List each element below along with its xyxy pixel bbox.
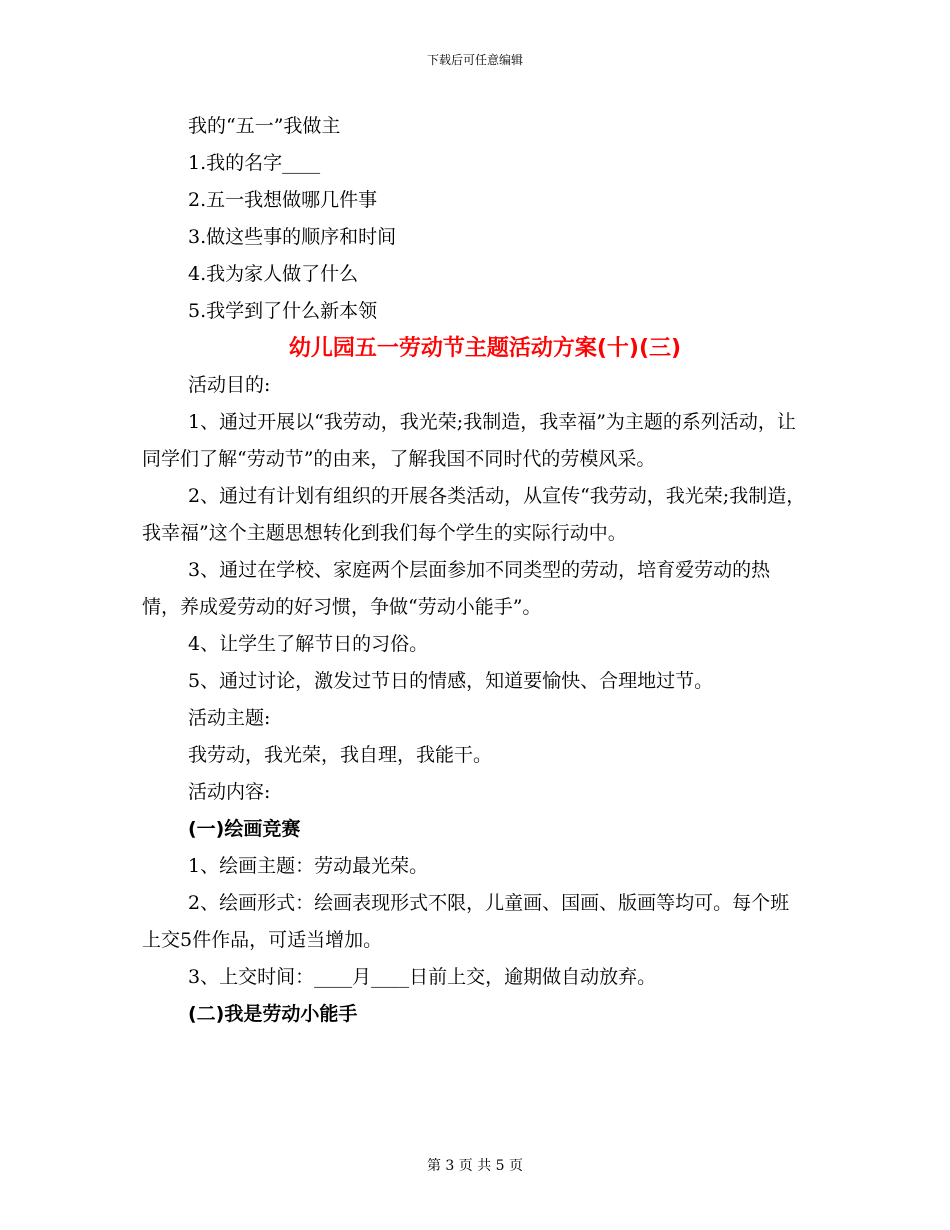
list-item: 3.做这些事的顺序和时间 [188,226,397,248]
purpose-heading: 活动目的: [188,374,271,396]
document-title: 幼儿园五一劳动节主题活动方案(十)(三) [288,336,682,361]
list-item: 2.五一我想做哪几件事 [188,189,378,211]
theme-heading: 活动主题: [188,707,271,729]
purpose-point: 1、通过开展以“我劳动，我光荣;我制造，我幸福”为主题的系列活动，让同学们了解“劳动节”的由来，了解我国不同时代的劳模风采。 [142,411,796,470]
part1-item: 3、上交时间：____月____日前上交，逾期做自动放弃。 [188,966,657,988]
section-heading: 我的“五一”我做主 [188,115,341,137]
part2-title: (二)我是劳动小能手 [188,1003,358,1025]
part1-item: 1、绘画主题：劳动最光荣。 [188,855,429,877]
part1-item: 2、绘画形式：绘画表现形式不限，儿童画、国画、版画等均可。每个班上交5件作品，可适当增加。 [142,892,790,951]
purpose-point: 2、通过有计划有组织的开展各类活动，从宣传“我劳动，我光荣;我制造，我幸福”这个主题思想转化到我们每个学生的实际行动中。 [142,485,806,544]
purpose-point: 4、让学生了解节日的习俗。 [188,633,429,655]
purpose-point: 5、通过讨论，激发过节日的情感，知道要愉快、合理地过节。 [188,670,714,692]
theme-text: 我劳动，我光荣，我自理，我能干。 [188,744,493,766]
content-heading: 活动内容: [188,781,271,803]
purpose-point: 3、通过在学校、家庭两个层面参加不同类型的劳动，培育爱劳动的热情，养成爱劳动的好习惯，争做“劳动小能手”。 [142,559,771,618]
part1-title: (一)绘画竞赛 [188,818,301,840]
list-item: 4.我为家人做了什么 [188,263,359,285]
list-item: 5.我学到了什么新本领 [188,300,378,322]
document-body [142,108,808,1033]
list-item: 1.我的名字____ [188,152,321,174]
page-header: 下载后可任意编辑 [426,53,523,67]
page-footer: 第 3 页 共 5 页 [426,1158,524,1174]
